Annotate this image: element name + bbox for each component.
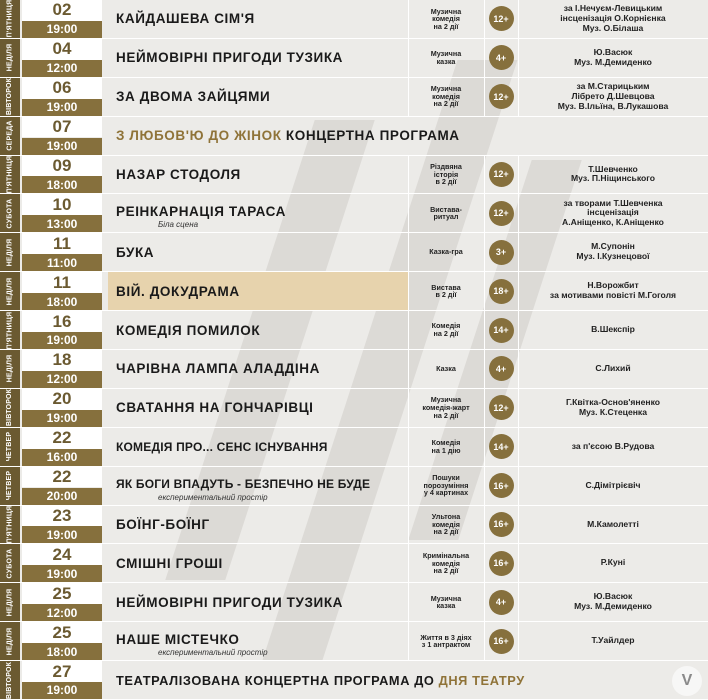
- age-badge: 16+: [489, 473, 514, 498]
- show-time: 19:00: [22, 682, 102, 699]
- column-divider: [518, 428, 519, 466]
- column-divider: [408, 350, 409, 388]
- column-divider: [408, 389, 409, 427]
- author-credits: Ю.Васюк Муз. М.Демиденко: [574, 46, 652, 67]
- title-text: КОМЕДІЯ ПРО... СЕНС ІСНУВАННЯ: [116, 439, 328, 454]
- title-text: СВАТАННЯ НА ГОНЧАРІВЦІ: [116, 400, 314, 416]
- show-time: 19:00: [22, 332, 102, 349]
- watermark-logo: V: [672, 666, 702, 696]
- show-title: [108, 428, 408, 466]
- date-number: 25: [22, 622, 102, 643]
- genre-label: Ультона комедія на 2 дії: [431, 512, 461, 537]
- weekday-label: НЕДІЛЯ: [0, 233, 20, 271]
- title-text: РЕІНКАРНАЦІЯ ТАРАСА: [116, 204, 287, 220]
- column-divider: [518, 311, 519, 349]
- column-divider: [408, 0, 409, 38]
- schedule-row: [0, 350, 708, 389]
- title-text: НЕЙМОВІРНІ ПРИГОДИ ТУЗИКА: [116, 50, 344, 66]
- weekday-label: ВІВТОРОК: [0, 78, 20, 116]
- show-title: [108, 622, 408, 660]
- show-time: 11:00: [22, 254, 102, 271]
- schedule-row: [0, 0, 708, 39]
- author-credits: Т.Уайлдер: [591, 635, 635, 646]
- column-divider: [408, 467, 409, 505]
- show-time: 19:00: [22, 565, 102, 582]
- author-credits: за І.Нечуєм-Левицьким інсценізація О.Корнієнка Муз. О.Білаша: [560, 3, 666, 33]
- weekday-label: ЧЕТВЕР: [0, 467, 20, 505]
- age-rating: [486, 622, 516, 660]
- title-text: КАЙДАШЕВА СІМ'Я: [116, 11, 255, 27]
- schedule-row: [0, 506, 708, 545]
- weekday-label: НЕДІЛЯ: [0, 350, 20, 388]
- author-credits: Р.Куні: [600, 557, 626, 568]
- title-text: ЯК БОГИ ВПАДУТЬ - БЕЗПЕЧНО НЕ БУДЕ: [116, 477, 371, 492]
- column-divider: [484, 39, 485, 77]
- schedule-row: [0, 544, 708, 583]
- title-text: КОМЕДІЯ ПОМИЛОК: [116, 322, 261, 338]
- show-time: 18:00: [22, 643, 102, 660]
- genre-label: Музична комедія-жарт на 2 дії: [422, 395, 470, 420]
- title-text: БУКА: [116, 244, 155, 260]
- date-block: [22, 272, 102, 310]
- column-divider: [484, 156, 485, 194]
- show-title: [108, 311, 408, 349]
- date-number: 11: [22, 272, 102, 293]
- column-divider: [484, 622, 485, 660]
- show-time: 19:00: [22, 99, 102, 116]
- title-text: СМІШНІ ГРОШІ: [116, 555, 223, 571]
- show-title: [108, 544, 408, 582]
- genre-label: Казка-гра: [429, 247, 463, 257]
- column-divider: [518, 78, 519, 116]
- column-divider: [518, 233, 519, 271]
- age-badge: 12+: [489, 84, 514, 109]
- date-block: [22, 39, 102, 77]
- schedule-row: [0, 661, 708, 700]
- date-block: [22, 467, 102, 505]
- weekday-label: СУБОТА: [0, 194, 20, 232]
- show-title: [108, 233, 408, 271]
- column-divider: [484, 506, 485, 544]
- age-badge: 12+: [489, 6, 514, 31]
- date-number: 23: [22, 506, 102, 527]
- age-badge: 12+: [489, 162, 514, 187]
- schedule-row: [0, 467, 708, 506]
- schedule-row: [0, 311, 708, 350]
- show-title: [108, 661, 706, 699]
- date-number: 16: [22, 311, 102, 332]
- column-divider: [484, 0, 485, 38]
- title-text: ЗА ДВОМА ЗАЙЦЯМИ: [116, 89, 271, 105]
- age-badge: 12+: [489, 201, 514, 226]
- date-block: [22, 311, 102, 349]
- author-credits: Г.Квітка-Основ'яненко Муз. К.Стеценка: [565, 396, 661, 417]
- schedule-row: [0, 389, 708, 428]
- age-rating: [486, 39, 516, 77]
- column-divider: [408, 78, 409, 116]
- column-divider: [518, 39, 519, 77]
- column-divider: [484, 467, 485, 505]
- age-rating: [486, 233, 516, 271]
- date-number: 11: [22, 233, 102, 254]
- column-divider: [484, 350, 485, 388]
- column-divider: [518, 506, 519, 544]
- show-time: 13:00: [22, 215, 102, 232]
- column-divider: [484, 311, 485, 349]
- age-rating: [486, 428, 516, 466]
- title-rest: ТЕАТРАЛІЗОВАНА КОНЦЕРТНА ПРОГРАМА ДО: [116, 672, 439, 688]
- schedule-row: [0, 583, 708, 622]
- age-badge: 18+: [489, 279, 514, 304]
- show-time: 19:00: [22, 21, 102, 38]
- date-number: 06: [22, 78, 102, 99]
- title-text: БОЇНГ-БОЇНГ: [116, 516, 210, 532]
- show-title: [108, 506, 408, 544]
- author-credits: С.Лихий: [595, 363, 631, 373]
- age-badge: 4+: [489, 590, 514, 615]
- show-time: 19:00: [22, 138, 102, 155]
- date-block: [22, 506, 102, 544]
- venue-note: Біла сцена: [158, 220, 199, 230]
- date-block: [22, 583, 102, 621]
- date-number: 18: [22, 350, 102, 371]
- date-number: 02: [22, 0, 102, 21]
- title-highlight: ДНЯ ТЕАТРУ: [438, 672, 525, 688]
- genre-label: Музична комедія на 2 дії: [430, 84, 462, 109]
- age-rating: [486, 272, 516, 310]
- weekday-label: СУБОТА: [0, 544, 20, 582]
- column-divider: [408, 233, 409, 271]
- age-rating: [486, 389, 516, 427]
- age-rating: [486, 156, 516, 194]
- age-badge: 4+: [489, 356, 514, 381]
- column-divider: [518, 467, 519, 505]
- date-block: [22, 0, 102, 38]
- age-badge: 16+: [489, 551, 514, 576]
- show-title: [108, 117, 706, 155]
- venue-note: експериментальний простір: [158, 492, 268, 502]
- date-block: [22, 389, 102, 427]
- show-title: [108, 350, 408, 388]
- column-divider: [408, 622, 409, 660]
- date-number: 27: [22, 661, 102, 682]
- genre-label: Комедія на 1 дію: [431, 438, 461, 455]
- show-time: 18:00: [22, 176, 102, 193]
- age-badge: 16+: [489, 512, 514, 537]
- venue-note: експериментальний простір: [158, 648, 268, 658]
- date-block: [22, 350, 102, 388]
- age-badge: 4+: [489, 45, 514, 70]
- age-badge: 12+: [489, 395, 514, 420]
- genre-label: Вистава в 2 дії: [431, 282, 461, 300]
- author-credits: Ю.Васюк Муз. М.Демиденко: [574, 591, 652, 612]
- date-number: 20: [22, 389, 102, 410]
- age-badge: 16+: [489, 629, 514, 654]
- show-time: 12:00: [22, 604, 102, 621]
- show-time: 20:00: [22, 488, 102, 505]
- title-text: НАШЕ МІСТЕЧКО: [116, 631, 240, 647]
- show-title: [108, 194, 408, 232]
- genre-label: Музична казка: [430, 593, 462, 611]
- show-title: [108, 156, 408, 194]
- author-credits: М.Камолетті: [587, 518, 639, 529]
- genre-label: Казка: [436, 364, 456, 374]
- column-divider: [484, 428, 485, 466]
- age-badge: 14+: [489, 434, 514, 459]
- date-number: 10: [22, 194, 102, 215]
- column-divider: [518, 350, 519, 388]
- column-divider: [484, 272, 485, 310]
- age-badge: 3+: [489, 240, 514, 265]
- weekday-label: ЧЕТВЕР: [0, 428, 20, 466]
- schedule-row: [0, 78, 708, 117]
- author-credits: М.Супонін Муз. І.Кузнецової: [576, 241, 650, 262]
- date-number: 24: [22, 544, 102, 565]
- column-divider: [408, 428, 409, 466]
- date-block: [22, 661, 102, 699]
- age-rating: [486, 506, 516, 544]
- date-block: [22, 233, 102, 271]
- date-block: [22, 622, 102, 660]
- weekday-label: П'ЯТНИЦЯ: [0, 156, 20, 194]
- schedule-row: [0, 194, 708, 233]
- age-rating: [486, 467, 516, 505]
- weekday-label: ВІВТОРОК: [0, 389, 20, 427]
- date-block: [22, 156, 102, 194]
- age-rating: [486, 583, 516, 621]
- author-credits: С.Дімітрієвіч: [585, 479, 641, 490]
- title-rest: КОНЦЕРТНА ПРОГРАМА: [281, 128, 460, 144]
- date-block: [22, 78, 102, 116]
- show-title: [108, 583, 408, 621]
- show-time: 19:00: [22, 526, 102, 543]
- date-number: 22: [22, 428, 102, 449]
- age-rating: [486, 78, 516, 116]
- weekday-label: ВІВТОРОК: [0, 661, 20, 699]
- column-divider: [408, 39, 409, 77]
- show-time: 12:00: [22, 371, 102, 388]
- column-divider: [408, 311, 409, 349]
- author-credits: за творами Т.Шевченка інсценізація А.Аніщенко, К.Аніщенко: [562, 197, 664, 228]
- column-divider: [408, 194, 409, 232]
- title-text: НАЗАР СТОДОЛЯ: [116, 166, 241, 182]
- date-block: [22, 544, 102, 582]
- column-divider: [518, 583, 519, 621]
- column-divider: [484, 544, 485, 582]
- genre-label: Кримінальна комедія на 2 дії: [422, 551, 470, 576]
- schedule-row: [0, 156, 708, 195]
- date-block: [22, 117, 102, 155]
- age-rating: [486, 544, 516, 582]
- weekday-label: НЕДІЛЯ: [0, 272, 20, 310]
- author-credits: Н.Ворожбит за мотивами повісті М.Гоголя: [549, 280, 677, 301]
- age-badge: 14+: [489, 318, 514, 343]
- column-divider: [408, 544, 409, 582]
- weekday-label: П'ЯТНИЦЯ: [0, 0, 20, 38]
- age-rating: [486, 311, 516, 349]
- weekday-label: СЕРЕДА: [0, 117, 20, 155]
- title-text: ЧАРІВНА ЛАМПА АЛАДДІНА: [116, 361, 320, 377]
- weekday-label: НЕДІЛЯ: [0, 583, 20, 621]
- author-credits: за п'єсою В.Рудова: [571, 440, 655, 451]
- show-time: 19:00: [22, 410, 102, 427]
- column-divider: [518, 389, 519, 427]
- column-divider: [518, 194, 519, 232]
- genre-label: Вистава- ритуал: [430, 204, 462, 222]
- age-rating: [486, 350, 516, 388]
- column-divider: [518, 622, 519, 660]
- weekday-label: НЕДІЛЯ: [0, 622, 20, 660]
- show-title: [108, 0, 408, 38]
- schedule-row: [0, 428, 708, 467]
- column-divider: [408, 156, 409, 194]
- column-divider: [518, 156, 519, 194]
- title-text: ВІЙ. ДОКУДРАМА: [116, 283, 240, 299]
- weekday-label: НЕДІЛЯ: [0, 39, 20, 77]
- column-divider: [408, 272, 409, 310]
- column-divider: [484, 78, 485, 116]
- age-rating: [486, 194, 516, 232]
- column-divider: [518, 0, 519, 38]
- author-credits: В.Шекспір: [591, 324, 635, 335]
- genre-label: Різдвяна історія в 2 дії: [430, 162, 462, 187]
- column-divider: [484, 583, 485, 621]
- schedule-row: [0, 622, 708, 661]
- author-credits: Т.Шевченко Муз. П.Ніщинського: [571, 163, 655, 184]
- column-divider: [518, 272, 519, 310]
- title-text: НЕЙМОВІРНІ ПРИГОДИ ТУЗИКА: [116, 594, 344, 610]
- show-title: [108, 389, 408, 427]
- genre-label: Музична казка: [430, 49, 462, 66]
- weekday-label: П'ЯТНИЦЯ: [0, 506, 20, 544]
- date-block: [22, 428, 102, 466]
- show-title: [108, 467, 408, 505]
- date-number: 22: [22, 467, 102, 488]
- schedule-row: [0, 233, 708, 272]
- genre-label: Пошуки порозуміння у 4 картинах: [423, 473, 469, 498]
- genre-label: Комедія на 2 дії: [431, 321, 461, 339]
- date-number: 09: [22, 156, 102, 177]
- column-divider: [408, 583, 409, 621]
- show-title: [108, 272, 408, 310]
- column-divider: [408, 506, 409, 544]
- show-time: 12:00: [22, 60, 102, 77]
- column-divider: [484, 233, 485, 271]
- weekday-label: П'ЯТНИЦЯ: [0, 311, 20, 349]
- date-number: 07: [22, 117, 102, 138]
- schedule-row: [0, 39, 708, 78]
- show-title: [108, 39, 408, 77]
- genre-label: Музична комедія на 2 дії: [430, 6, 462, 31]
- column-divider: [518, 544, 519, 582]
- genre-label: Життя в 3 діях з 1 антрактом: [420, 632, 472, 650]
- age-rating: [486, 0, 516, 38]
- date-number: 25: [22, 583, 102, 604]
- show-time: 18:00: [22, 293, 102, 310]
- date-block: [22, 194, 102, 232]
- author-credits: за М.Старицьким Лібрето Д.Шевцова Муз. В.Ільїна, В.Лукашова: [557, 80, 669, 111]
- show-title: [108, 78, 408, 116]
- show-time: 16:00: [22, 449, 102, 466]
- column-divider: [484, 389, 485, 427]
- schedule-row: [0, 272, 708, 311]
- schedule-row: [0, 117, 708, 156]
- title-highlight: З ЛЮБОВ'Ю ДО ЖІНОК: [116, 128, 282, 144]
- date-number: 04: [22, 39, 102, 60]
- column-divider: [484, 194, 485, 232]
